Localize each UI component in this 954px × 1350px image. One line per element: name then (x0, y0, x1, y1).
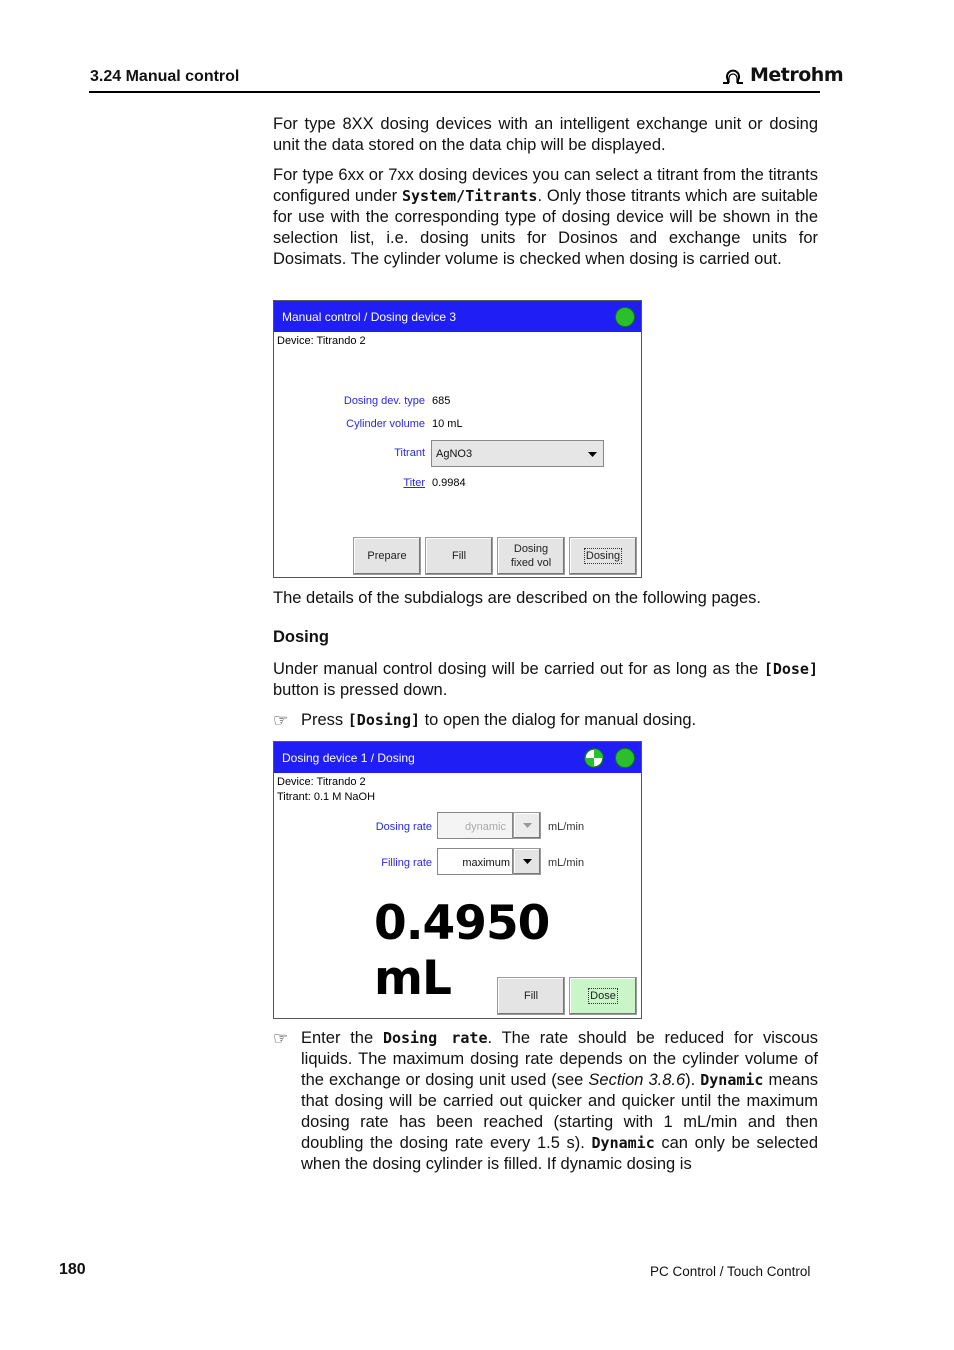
filling-rate-field[interactable] (437, 848, 513, 875)
dosing-rate-unit: mL/min (548, 821, 585, 833)
step-text (301, 1028, 818, 1175)
dialog-dosing (273, 741, 642, 1019)
pointing-hand-icon: ☞ (273, 711, 289, 730)
dynamic-term: Dynamic (591, 1134, 655, 1152)
dosing-rate-dropdown-button[interactable] (513, 812, 541, 839)
step-press-dosing (273, 710, 818, 731)
filling-rate-label: Filling rate (381, 857, 432, 869)
dosed-volume-display: 0.4950 mL (374, 896, 550, 1006)
paragraph-dose (273, 659, 818, 701)
dosing-dev-type-label: Dosing dev. type (343, 395, 425, 407)
paragraph-subdialogs: The details of the subdialogs are described on the following pages. (273, 589, 761, 607)
step-text-b: to open the dialog for manual dosing. (420, 711, 697, 729)
prepare-label: Prepare (367, 550, 407, 562)
prepare-button[interactable] (353, 537, 421, 575)
page-number: 180 (59, 1261, 86, 1278)
step-enter-dosing-rate (273, 1028, 818, 1175)
dosing-fixed-vol-button[interactable] (497, 537, 565, 575)
dose-key: [Dose] (763, 660, 818, 678)
chevron-down-icon (523, 823, 532, 828)
paragraph-text: button is pressed down. (273, 681, 448, 699)
dosing-button[interactable] (569, 537, 637, 575)
header-rule (89, 91, 820, 93)
cylinder-volume-label: Cylinder volume (346, 418, 425, 430)
paragraph-8xx: For type 8XX dosing devices with an intelligent exchange unit or dosing unit the data stored on the data chip will be displayed. (273, 115, 818, 154)
paragraph-6xx (273, 165, 818, 270)
titer-label[interactable]: Titer (403, 477, 425, 489)
step-text-4: means that dosing will be carried out quicker and quicker until the maximum dosing rate has been reached (starting with 1 mL/min and then doubling the dosing rate every 1.5 s). (301, 1071, 819, 1152)
dosing-key: [Dosing] (347, 711, 421, 729)
menu-path: System/Titrants (402, 187, 538, 205)
dosing-rate-field[interactable] (437, 812, 513, 839)
titrant-label: Titrant: 0.1 M NaOH (277, 791, 376, 803)
step-text (301, 710, 818, 731)
dosing-fixed-label-2: fixed vol (510, 557, 552, 569)
dosing-rate-value: dynamic (465, 821, 506, 833)
fill-label: Fill (451, 550, 467, 562)
brand-name: Metrohm (750, 64, 844, 86)
status-indicator-icon (615, 748, 635, 768)
titrant-select[interactable] (431, 440, 604, 467)
device-label: Device: Titrando 2 (277, 776, 366, 788)
step-text-2: . The rate should be reduced for viscous liquids. The maximum dosing rate depends on the cylinder volume of the exchange or dosing unit used (see (301, 1029, 819, 1089)
filling-rate-dropdown-button[interactable] (513, 848, 541, 875)
metrohm-logo (720, 64, 843, 86)
fill-button[interactable] (497, 977, 565, 1015)
dosing-rate-label: Dosing rate (375, 821, 432, 833)
section-reference: Section 3.8.6 (588, 1071, 686, 1089)
dosing-rate-term: Dosing rate (382, 1029, 488, 1047)
dosing-heading: Dosing (273, 628, 329, 646)
dialog-title: Manual control / Dosing device 3 (274, 301, 641, 332)
titrant-value: AgNO3 (436, 448, 473, 460)
device-label: Device: Titrando 2 (277, 335, 366, 347)
titer-value: 0.9984 (432, 477, 466, 489)
filling-rate-value: maximum (462, 857, 510, 869)
step-text-3: ). (685, 1071, 701, 1089)
chevron-down-icon (588, 452, 597, 457)
filling-rate-unit: mL/min (548, 857, 585, 869)
dose-button[interactable] (569, 977, 637, 1015)
cylinder-volume-value: 10 mL (432, 418, 463, 430)
fill-button[interactable] (425, 537, 493, 575)
dialog-manual-control (273, 300, 642, 578)
pointing-hand-icon: ☞ (273, 1029, 289, 1048)
step-text-a: Press (301, 711, 348, 729)
paragraph-text: . Only those titrants which are suitable for use with the corresponding type of dosing device will be shown in the selection list, i.e. dosing units for Dosinos and exchange units for Dosimats. The cylinder volume is checked when dosing is carried out. (273, 187, 818, 268)
titrant-label: Titrant (394, 447, 425, 459)
metrohm-logo-icon (720, 65, 746, 85)
stirrer-icon (584, 748, 604, 768)
dosing-dev-type-value: 685 (432, 395, 451, 407)
chevron-down-icon (523, 859, 532, 864)
paragraph-text: For type 6xx or 7xx dosing devices you can select a titrant from the titrants configured under (273, 166, 818, 205)
status-indicator-icon (615, 307, 635, 327)
product-name: PC Control / Touch Control (650, 1264, 811, 1279)
step-text-1: Enter the (301, 1029, 383, 1047)
fill-label: Fill (523, 990, 539, 1002)
dosing-fixed-label-1: Dosing (513, 543, 549, 555)
dialog-title: Dosing device 1 / Dosing (274, 742, 641, 773)
dynamic-term: Dynamic (700, 1071, 764, 1089)
section-title: 3.24 Manual control (90, 68, 240, 85)
dosing-label: Dosing (585, 550, 621, 562)
step-text-5: can only be selected when the dosing cylinder is filled. If dynamic dosing is (301, 1134, 818, 1173)
paragraph-text: Under manual control dosing will be carried out for as long as the (273, 660, 764, 678)
dose-label: Dose (590, 990, 616, 1002)
